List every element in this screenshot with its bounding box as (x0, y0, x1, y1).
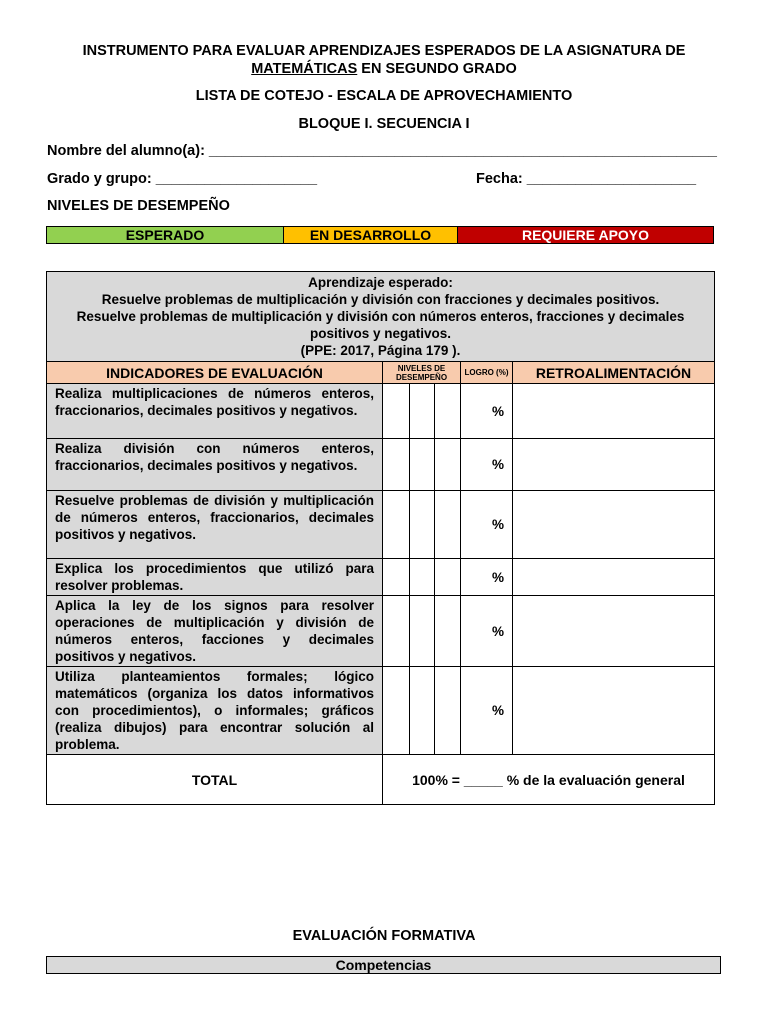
level-cell-1[interactable] (383, 667, 410, 755)
level-esperado: ESPERADO (47, 227, 284, 243)
date-field: Fecha: _____________________ (476, 171, 697, 187)
logro-cell[interactable]: % (461, 384, 513, 439)
total-value[interactable]: 100% = _____ % de la evaluación general (383, 755, 715, 805)
document-subtitle: LISTA DE COTEJO - ESCALA DE APROVECHAMIENTO (195, 88, 573, 104)
total-label: TOTAL (47, 755, 383, 805)
logro-cell[interactable]: % (461, 439, 513, 491)
table-row (47, 491, 715, 559)
indicator-text: Aplica la ley de los signos para resolver operaciones de multiplicación y división de números enteros, facciones y decimales positivos y negativos. (47, 596, 383, 667)
retro-cell[interactable] (513, 667, 715, 755)
logro-cell[interactable]: % (461, 667, 513, 755)
retro-cell[interactable] (513, 559, 715, 596)
level-cell-2[interactable] (410, 491, 435, 559)
level-cell-2[interactable] (410, 439, 435, 491)
level-cell-2[interactable] (410, 667, 435, 755)
level-cell-1[interactable] (383, 384, 410, 439)
level-cell-2[interactable] (410, 596, 435, 667)
retro-cell[interactable] (513, 439, 715, 491)
document-title (40, 42, 728, 78)
retro-cell[interactable] (513, 384, 715, 439)
indicator-text: Utiliza planteamientos formales; lógico matemáticos (organiza los datos informativos con procedimientos), o informales; gráficos (realiza dibujos) para encontrar solución al problema. (47, 667, 383, 755)
level-cell-3[interactable] (435, 491, 461, 559)
retro-cell[interactable] (513, 491, 715, 559)
levels-title: NIVELES DE DESEMPEÑO (47, 198, 230, 214)
level-cell-1[interactable] (383, 491, 410, 559)
retro-cell[interactable] (513, 596, 715, 667)
formative-evaluation-title: EVALUACIÓN FORMATIVA (292, 928, 476, 944)
logro-cell[interactable]: % (461, 559, 513, 596)
level-cell-3[interactable] (435, 559, 461, 596)
competencias-header: Competencias (46, 956, 721, 974)
level-cell-2[interactable] (410, 559, 435, 596)
expected-learning-2: Resuelve problemas de multiplicación y división con números enteros, fracciones y decimales positivos y negativos. (76, 309, 685, 341)
expected-learning-1: Resuelve problemas de multiplicación y división con fracciones y decimales positivos. (101, 292, 660, 307)
level-cell-1[interactable] (383, 439, 410, 491)
level-en-desarrollo: EN DESARROLLO (284, 227, 458, 243)
header-indicadores: INDICADORES DE EVALUACIÓN (47, 362, 383, 384)
grade-group-field: Grado y grupo: ____________________ (47, 171, 318, 187)
performance-levels-bar (46, 226, 714, 244)
level-cell-2[interactable] (410, 384, 435, 439)
level-requiere-apoyo: REQUIERE APOYO (458, 227, 713, 243)
level-cell-3[interactable] (435, 439, 461, 491)
level-cell-3[interactable] (435, 384, 461, 439)
title-line-1: INSTRUMENTO PARA EVALUAR APRENDIZAJES ESPERADOS DE LA ASIGNATURA DE (82, 43, 686, 59)
logro-cell[interactable]: % (461, 596, 513, 667)
table-row (47, 596, 715, 667)
level-cell-1[interactable] (383, 559, 410, 596)
evaluation-table (46, 271, 715, 805)
table-row (47, 559, 715, 596)
indicator-text: Realiza multiplicaciones de números enteros, fraccionarios, decimales positivos y negativos. (47, 384, 383, 439)
logro-cell[interactable]: % (461, 491, 513, 559)
expected-learning-reference: (PPE: 2017, Página 179 ). (300, 343, 461, 358)
indicator-text: Explica los procedimientos que utilizó para resolver problemas. (47, 559, 383, 596)
indicator-text: Realiza división con números enteros, fraccionarios, decimales positivos y negativos. (47, 439, 383, 491)
title-grade: EN SEGUNDO GRADO (357, 61, 517, 77)
header-niveles: NIVELES DE DESEMPEÑO (383, 362, 461, 384)
block-label: BLOQUE I. SECUENCIA I (298, 116, 470, 132)
level-cell-1[interactable] (383, 596, 410, 667)
table-row (47, 384, 715, 439)
indicator-text: Resuelve problemas de división y multiplicación de números enteros, fraccionarios, decimales positivos y negativos. (47, 491, 383, 559)
student-name-field: Nombre del alumno(a): _______________________________________________________________ (47, 143, 717, 159)
level-cell-3[interactable] (435, 596, 461, 667)
table-row (47, 439, 715, 491)
expected-learning-label: Aprendizaje esperado: (308, 275, 453, 290)
title-subject: MATEMÁTICAS (251, 61, 358, 77)
header-logro: LOGRO (%) (461, 362, 513, 384)
level-cell-3[interactable] (435, 667, 461, 755)
expected-learning-cell (47, 272, 715, 362)
header-retroalimentacion: RETROALIMENTACIÓN (513, 362, 715, 384)
table-row (47, 667, 715, 755)
